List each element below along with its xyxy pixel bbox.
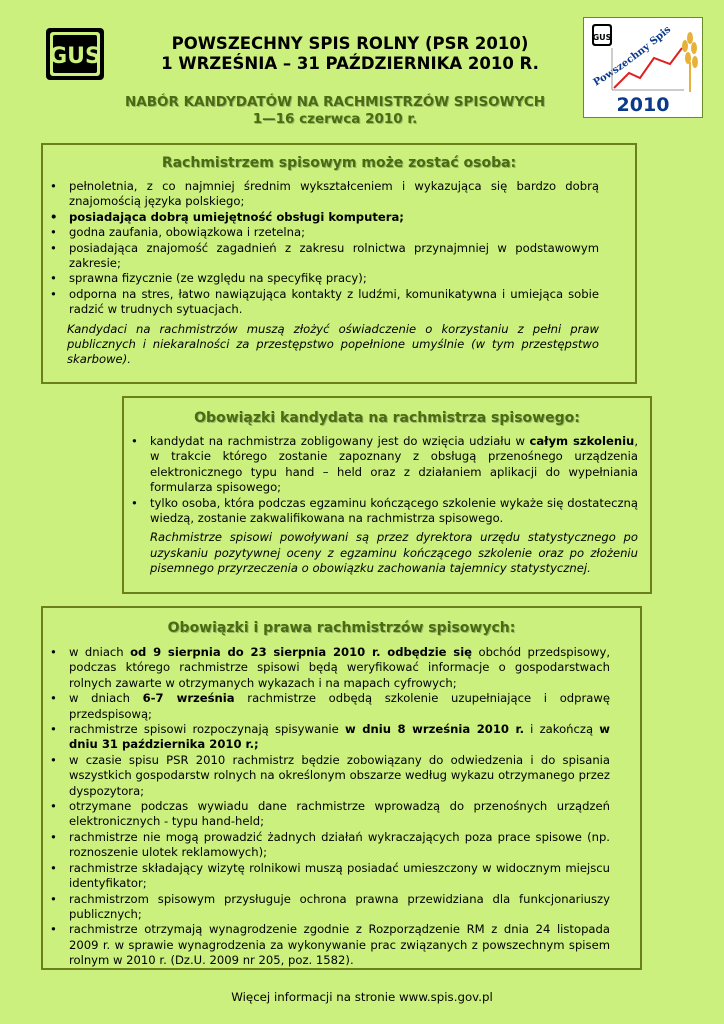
list-item: • rachmistrze nie mogą prowadzić żadnych działań wykraczających poza prace spisowe (np. roznoszenie ulotek reklamowych); bbox=[69, 830, 610, 861]
svg-text:Powszechny Spis Rolny: Powszechny Spis bbox=[591, 24, 674, 89]
list-item: • w dniach od 9 sierpnia do 23 sierpnia 2010 r. odbędzie się obchód przedspisowy, podczas którego rachmistrze spisowi będą weryfikować informacje o gospodarstwach rolnych zawarte w otrzymanych wykazach i na mapach cyfrowych; bbox=[69, 645, 610, 691]
list-item: • tylko osoba, która podczas egzaminu kończącego szkolenie wykaże się dostateczną wiedzą, zostanie zakwalifikowana na rachmistrza spisowego. bbox=[150, 496, 638, 527]
list-item: • rachmistrze otrzymają wynagrodzenie zgodnie z Rozporządzenie RM z dnia 24 listopada 2009 r. w sprawie wynagrodzenia za wykonywanie prac związanych z powszechnym spisem rolnym w 2010 r. (Dz.U. 2009 nr 205, poz. 1582). bbox=[69, 922, 610, 968]
requirements-box bbox=[41, 143, 637, 384]
list-item: • posiadająca dobrą umiejętność obsługi komputera; bbox=[69, 210, 599, 225]
page-header bbox=[120, 34, 580, 74]
list-item: • godna zaufania, obowiązkowa i rzetelna; bbox=[69, 225, 599, 240]
list-item: • pełnoletnia, z co najmniej średnim wykształceniem i wykazująca się bardzo dobrą znajomością języka polskiego; bbox=[69, 179, 599, 210]
svg-text:GUS: GUS bbox=[49, 44, 101, 69]
enumerator-duties-box bbox=[41, 606, 642, 970]
list-item: • kandydat na rachmistrza zobligowany jest do wzięcia udziału w całym szkoleniu, w trakcie którego zostanie zapoznany z obsługą przenośnego urządzenia elektronicznego typu hand – held oraz z działaniem aplikacji do wypełniania formularza spisowego; bbox=[150, 434, 638, 496]
list-item: • w dniach 6-7 września rachmistrze odbędą szkolenie uzupełniające i odprawę przedspisową; bbox=[69, 691, 610, 722]
recruitment-dates: 1—16 czerwca 2010 r. bbox=[252, 111, 418, 127]
candidate-duties-list bbox=[150, 434, 638, 526]
list-item: • rachmistrze spisowi rozpoczynają spisywanie w dniu 8 września 2010 r. i zakończą w dniu 31 października 2010 r.; bbox=[69, 722, 610, 753]
title-line-1: POWSZECHNY SPIS ROLNY (PSR 2010) bbox=[171, 34, 529, 53]
svg-text:2010: 2010 bbox=[616, 94, 670, 116]
list-item: • sprawna fizycznie (ze względu na specyfikę pracy); bbox=[69, 271, 599, 286]
candidate-duties-box bbox=[122, 396, 652, 594]
recruitment-title: NABÓR KANDYDATÓW NA RACHMISTRZÓW SPISOWYCH bbox=[124, 94, 546, 110]
list-item: • rachmistrze składający wizytę rolnikowi muszą posiadać umieszczony w widocznym miejscu identyfikator; bbox=[69, 861, 610, 892]
gus-logo bbox=[44, 26, 106, 82]
list-item: • odporna na stres, łatwo nawiązująca kontakty z ludźmi, komunikatywna i umiejąca sobie radzić w trudnych sytuacjach. bbox=[69, 287, 599, 318]
list-item: • otrzymane podczas wywiadu dane rachmistrze wprowadzą do przenośnych urządzeń elektronicznych - typu hand-held; bbox=[69, 799, 610, 830]
title-line-2: 1 WRZEŚNIA – 31 PAŹDZIERNIKA 2010 R. bbox=[161, 54, 539, 73]
recruitment-heading bbox=[60, 94, 610, 128]
enumerator-duties-list bbox=[69, 645, 610, 969]
requirements-list bbox=[69, 179, 599, 318]
candidate-duties-note: Rachmistrze spisowi powoływani są przez dyrektora urzędu statystycznego po uzyskaniu pozytywnej oceny z egzaminu kończącego szkolenie oraz po złożeniu pisemnego przyrzeczenia o obowiązku zachowania tajemnicy statystycznej. bbox=[150, 530, 638, 576]
requirements-heading: Rachmistrzem spisowym może zostać osoba: bbox=[161, 155, 517, 171]
footer-info: Więcej informacji na stronie www.spis.gov.pl bbox=[231, 990, 493, 1004]
candidate-duties-heading: Obowiązki kandydata na rachmistrza spisowego: bbox=[194, 410, 580, 426]
list-item: • posiadająca znajomość zagadnień z zakresu rolnictwa przynajmniej w podstawowym zakresie; bbox=[69, 241, 599, 272]
enumerator-duties-heading: Obowiązki i prawa rachmistrzów spisowych: bbox=[167, 620, 516, 636]
list-item: • w czasie spisu PSR 2010 rachmistrz będzie zobowiązany do odwiedzenia i do spisania wszystkich gospodarstw rolnych na określonym obszarze według wykazu otrzymanego przez dyspozytora; bbox=[69, 753, 610, 799]
requirements-note: Kandydaci na rachmistrzów muszą złożyć oświadczenie o korzystaniu z pełni praw publicznych i niekaralności za przestępstwo popełnione umyślnie (w tym przestępstwo skarbowe). bbox=[67, 321, 599, 367]
list-item: • rachmistrzom spisowym przysługuje ochrona prawna przewidziana dla funkcjonariuszy publicznych; bbox=[69, 892, 610, 923]
svg-text:GUS: GUS bbox=[592, 33, 612, 42]
